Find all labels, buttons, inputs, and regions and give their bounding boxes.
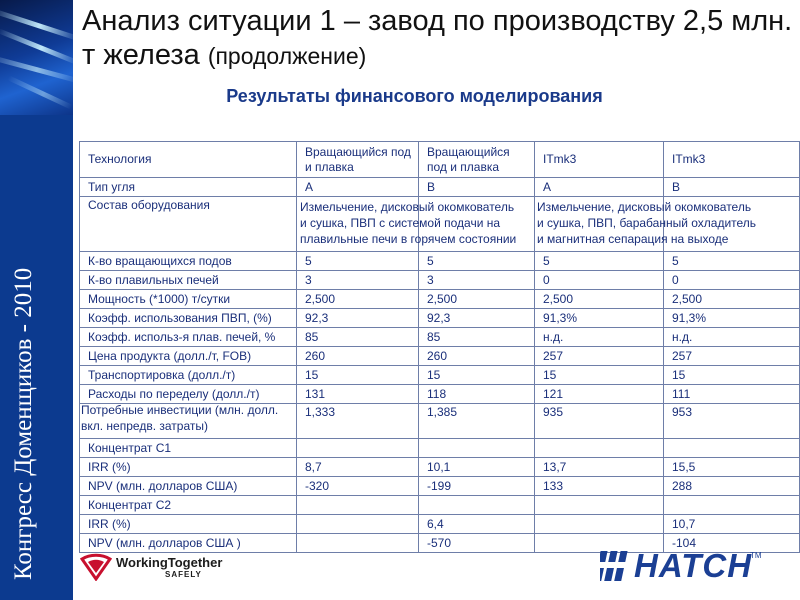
table-section-row [80,439,800,458]
table-cell: B [419,178,535,197]
table-cell: 15 [419,366,535,385]
table-cell: -104 [664,534,800,553]
table-cell: IRR (%) [80,515,297,534]
hatch-emblem-icon [600,549,630,583]
table-cell: 15 [297,366,419,385]
table-cell: 257 [664,347,800,366]
table-cell: 8,7 [297,458,419,477]
working-together-logo [80,553,223,585]
conference-label: Конгресс Доменщиков - 2010 [10,267,37,580]
table-cell: К-во плавильных печей [80,271,297,290]
table-cell: 92,3 [419,309,535,328]
shield-logo-icon [80,553,112,581]
title-suffix: (продолжение) [207,43,367,69]
sidebar [0,0,73,600]
table-cell: -320 [297,477,419,496]
table-cell: NPV (млн. долларов США ) [80,534,297,553]
header-cell: Вращающийся под и плавка [297,142,419,178]
table-cell: 6,4 [419,515,535,534]
table-cell: 13,7 [535,458,664,477]
table-cell: 85 [297,328,419,347]
table-cell: 2,500 [664,290,800,309]
equipment-line: плавильные печи в горячем состоянии [300,232,517,246]
equipment-line: и магнитная сепарация на выходе [537,232,729,246]
table-cell [535,496,664,515]
table-header-row [80,142,800,178]
table-cell [297,439,419,458]
table-cell: 257 [535,347,664,366]
trademark-mark: TM [750,551,762,560]
table-cell: A [535,178,664,197]
wt-text-main: WorkingTogether [116,555,223,570]
table-cell [664,496,800,515]
table-cell: Коэфф. использования ПВП, (%) [80,309,297,328]
wt-text-safely: SAFELY [165,570,202,579]
header-cell: ITmk3 [664,142,800,178]
hatch-wordmark: HATCH [634,547,753,584]
table-cell: 260 [419,347,535,366]
table-row [80,178,800,197]
table-cell: 133 [535,477,664,496]
investment-label-line: Потребные инвестиции (млн. долл. [81,403,279,417]
table-cell: A [297,178,419,197]
header-cell: ITmk3 [535,142,664,178]
table-cell: Тип угля [80,178,297,197]
table-cell: 1,333 [297,404,419,439]
table-cell: 118 [419,385,535,404]
table-cell [535,439,664,458]
table-cell: н.д. [664,328,800,347]
table-cell: 111 [664,385,800,404]
table-row [80,458,800,477]
table-cell: Транспортировка (долл./т) [80,366,297,385]
table-row [80,515,800,534]
table-cell: К-во вращающихся подов [80,252,297,271]
page-title [82,4,796,73]
table-row [80,252,800,271]
equipment-line: и сушка, ПВП, барабанный охладитель [537,216,757,230]
table-cell: 85 [419,328,535,347]
table-cell [535,515,664,534]
header-cell: Вращающийся под и плавка [419,142,535,178]
table-row [80,347,800,366]
equipment-line: Измельчение, дисковый окомкователь [537,200,752,214]
table-cell: -570 [419,534,535,553]
table-cell: Расходы по переделу (долл./т) [80,385,297,404]
table-cell: 3 [297,271,419,290]
table-cell: 92,3 [297,309,419,328]
table-cell: 91,3% [535,309,664,328]
table-cell: Коэфф. использ-я плав. печей, % [80,328,297,347]
table-cell: 15,5 [664,458,800,477]
table-cell: 15 [535,366,664,385]
table-cell: 5 [419,252,535,271]
equipment-description-rotary [300,199,516,247]
equipment-line: Измельчение, дисковый окомкователь [300,200,515,214]
table-cell: 15 [664,366,800,385]
table-cell [297,515,419,534]
table-cell [419,496,535,515]
table-cell: Состав оборудования [80,197,297,252]
page-subtitle: Результаты финансового моделирования [226,86,603,106]
table-section-row [80,496,800,515]
investment-label [81,402,278,434]
investment-label-line: вкл. непредв. затраты) [81,419,208,433]
table-cell: IRR (%) [80,458,297,477]
table-cell: 121 [535,385,664,404]
table-cell: Цена продукта (долл./т, FOB) [80,347,297,366]
table-row [80,385,800,404]
table-row [80,309,800,328]
table-cell: NPV (млн. долларов США) [80,477,297,496]
sidebar-decoration [0,0,73,115]
table-cell [297,496,419,515]
table-cell: -199 [419,477,535,496]
table-cell: 2,500 [297,290,419,309]
table-cell: 10,7 [664,515,800,534]
table-cell: 5 [664,252,800,271]
table-cell: 288 [664,477,800,496]
table-cell: 260 [297,347,419,366]
section-label: Концентрат C1 [80,439,297,458]
table-cell: 91,3% [664,309,800,328]
table-cell: 10,1 [419,458,535,477]
table-row [80,290,800,309]
section-label: Концентрат C2 [80,496,297,515]
table-cell: Мощность (*1000) т/сутки [80,290,297,309]
table-cell: н.д. [535,328,664,347]
table-cell: 935 [535,404,664,439]
table-cell [664,439,800,458]
table-cell: 3 [419,271,535,290]
table-cell: 953 [664,404,800,439]
table-row [80,328,800,347]
table-cell: 5 [535,252,664,271]
table-row [80,366,800,385]
table-cell: 5 [297,252,419,271]
title-main: Анализ ситуации 1 – завод по производству 2,5 млн. т железа [82,5,793,71]
equipment-line: и сушка, ПВП с системой подачи на [300,216,501,230]
table-row [80,477,800,496]
header-cell: Технология [80,142,297,178]
table-cell [297,534,419,553]
table-cell: 2,500 [419,290,535,309]
table-cell [419,439,535,458]
equipment-description-itmk3 [537,199,756,247]
table-row [80,271,800,290]
table-cell: 0 [535,271,664,290]
table-cell: 0 [664,271,800,290]
table-cell: B [664,178,800,197]
table-cell: 2,500 [535,290,664,309]
table-cell: 1,385 [419,404,535,439]
hatch-logo [600,546,800,586]
table-cell: 131 [297,385,419,404]
